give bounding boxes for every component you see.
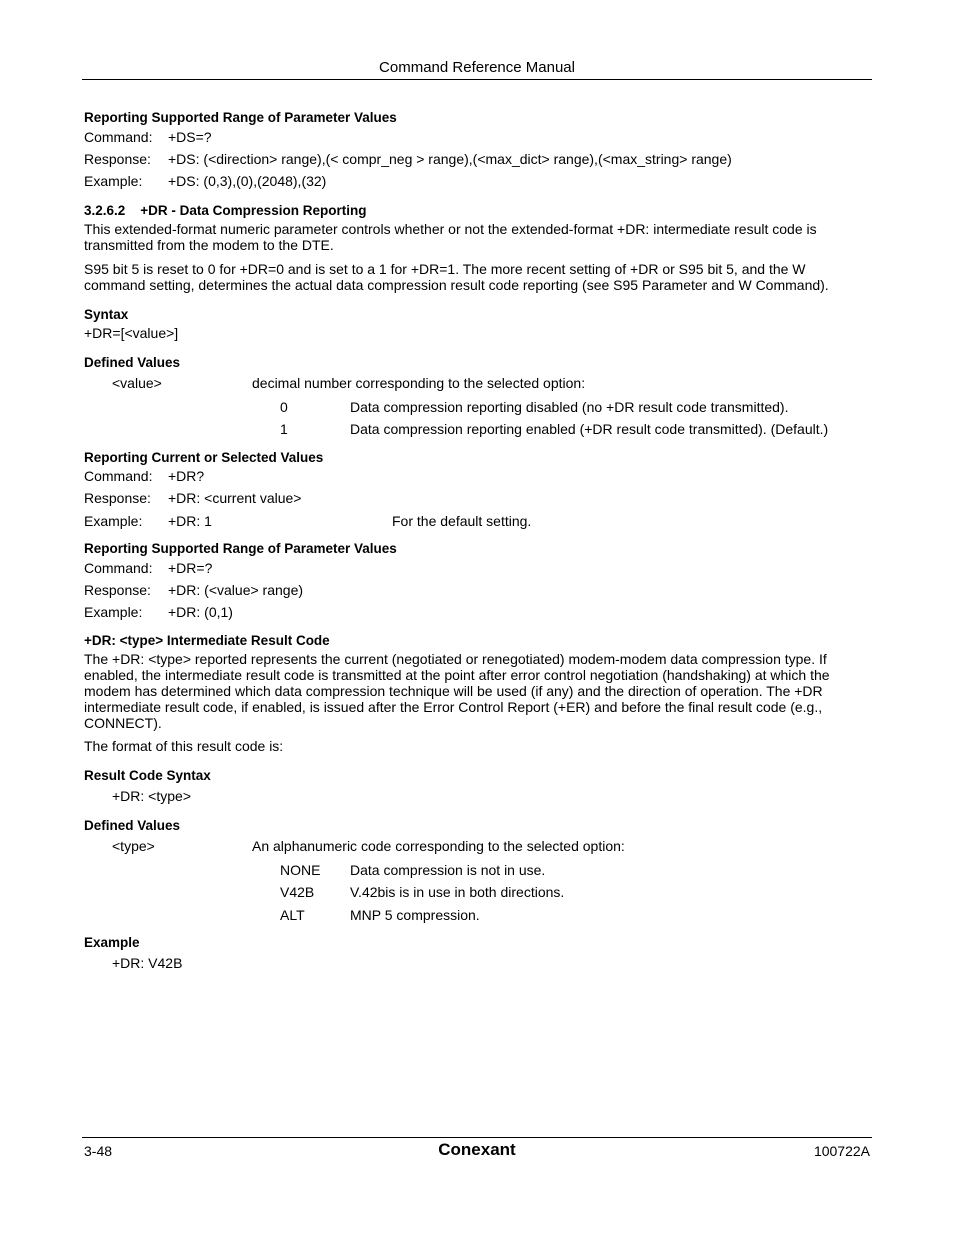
subheading: Example [84,935,140,950]
row-value: +DR: (<value> range) [168,582,304,598]
option-description: MNP 5 compression. [350,907,480,923]
option-code: ALT [280,907,305,923]
option-description: Data compression is not in use. [350,862,546,878]
paragraph: This extended-format numeric parameter controls whether or not the extended-format +DR: intermediate result code is transmitted from the modem to the DTE. [84,221,817,253]
section-heading: Reporting Current or Selected Values [84,450,324,465]
option-description: Data compression reporting enabled (+DR result code transmitted). (Default.) [350,421,829,437]
section-heading: Reporting Supported Range of Parameter Values [84,110,397,125]
page-number: 3-48 [84,1143,113,1159]
option-code: 0 [280,399,288,415]
row-label: Response: [84,490,151,506]
option-code: V42B [280,884,315,900]
row-label: Example: [84,604,143,620]
section-heading: 3.2.6.2 +DR - Data Compression Reporting [84,203,367,218]
row-value: +DR=? [168,560,213,576]
subheading: Defined Values [84,818,181,833]
syntax-text: +DR: <type> [112,788,191,804]
option-code: NONE [280,862,321,878]
row-label: Response: [84,582,151,598]
section-heading: +DR: <type> Intermediate Result Code [84,633,330,648]
document-number: 100722A [813,1143,870,1159]
paragraph: The +DR: <type> reported represents the current (negotiated or renegotiated) modem-modem data compression type. If enabled, the intermediate result code is transmitted at the point after error control negotiation (handshaking) at which the modem has determined which data compression technique will be used (if any) and the direction of operation. The +DR intermediate result code, if enabled, is issued after the Error Control Report (+ER) and before the final result code (e.g., CONNECT). [84,651,830,731]
param-name: <value> [112,375,162,391]
row-value: +DR: 1 [168,513,212,529]
syntax-text: +DR=[<value>] [84,325,179,341]
param-description: An alphanumeric code corresponding to the selected option: [252,838,625,854]
paragraph: S95 bit 5 is reset to 0 for +DR=0 and is set to a 1 for +DR=1. The more recent setting of +DR or S95 bit 5, and the W command setting, determines the actual data compression result code reporting (see S95 Parameter and W Command). [84,261,829,293]
row-label: Command: [84,468,153,484]
row-value: +DS=? [168,129,212,145]
subheading: Syntax [84,307,129,322]
example-text: +DR: V42B [112,955,183,971]
row-label: Example: [84,173,143,189]
param-name: <type> [112,838,155,854]
company-name: Conexant [438,1140,516,1159]
row-value: +DS: (0,3),(0),(2048),(32) [168,173,327,189]
running-header: Command Reference Manual [379,59,575,76]
row-note: For the default setting. [392,513,532,529]
row-label: Example: [84,513,143,529]
row-value: +DS: (<direction> range),(< compr_neg > range),(<max_dict> range),(<max_string> range) [168,151,732,167]
footer-rule [82,1137,872,1138]
header-rule [82,79,872,80]
row-label: Response: [84,151,151,167]
paragraph: The format of this result code is: [84,738,284,754]
row-value: +DR: (0,1) [168,604,233,620]
row-label: Command: [84,129,153,145]
option-code: 1 [280,421,288,437]
subheading: Defined Values [84,355,181,370]
section-heading: Reporting Supported Range of Parameter Values [84,541,397,556]
row-label: Command: [84,560,153,576]
option-description: V.42bis is in use in both directions. [350,884,565,900]
param-description: decimal number corresponding to the selected option: [252,375,586,391]
row-value: +DR? [168,468,205,484]
option-description: Data compression reporting disabled (no +DR result code transmitted). [350,399,789,415]
row-value: +DR: <current value> [168,490,302,506]
subheading: Result Code Syntax [84,768,211,783]
